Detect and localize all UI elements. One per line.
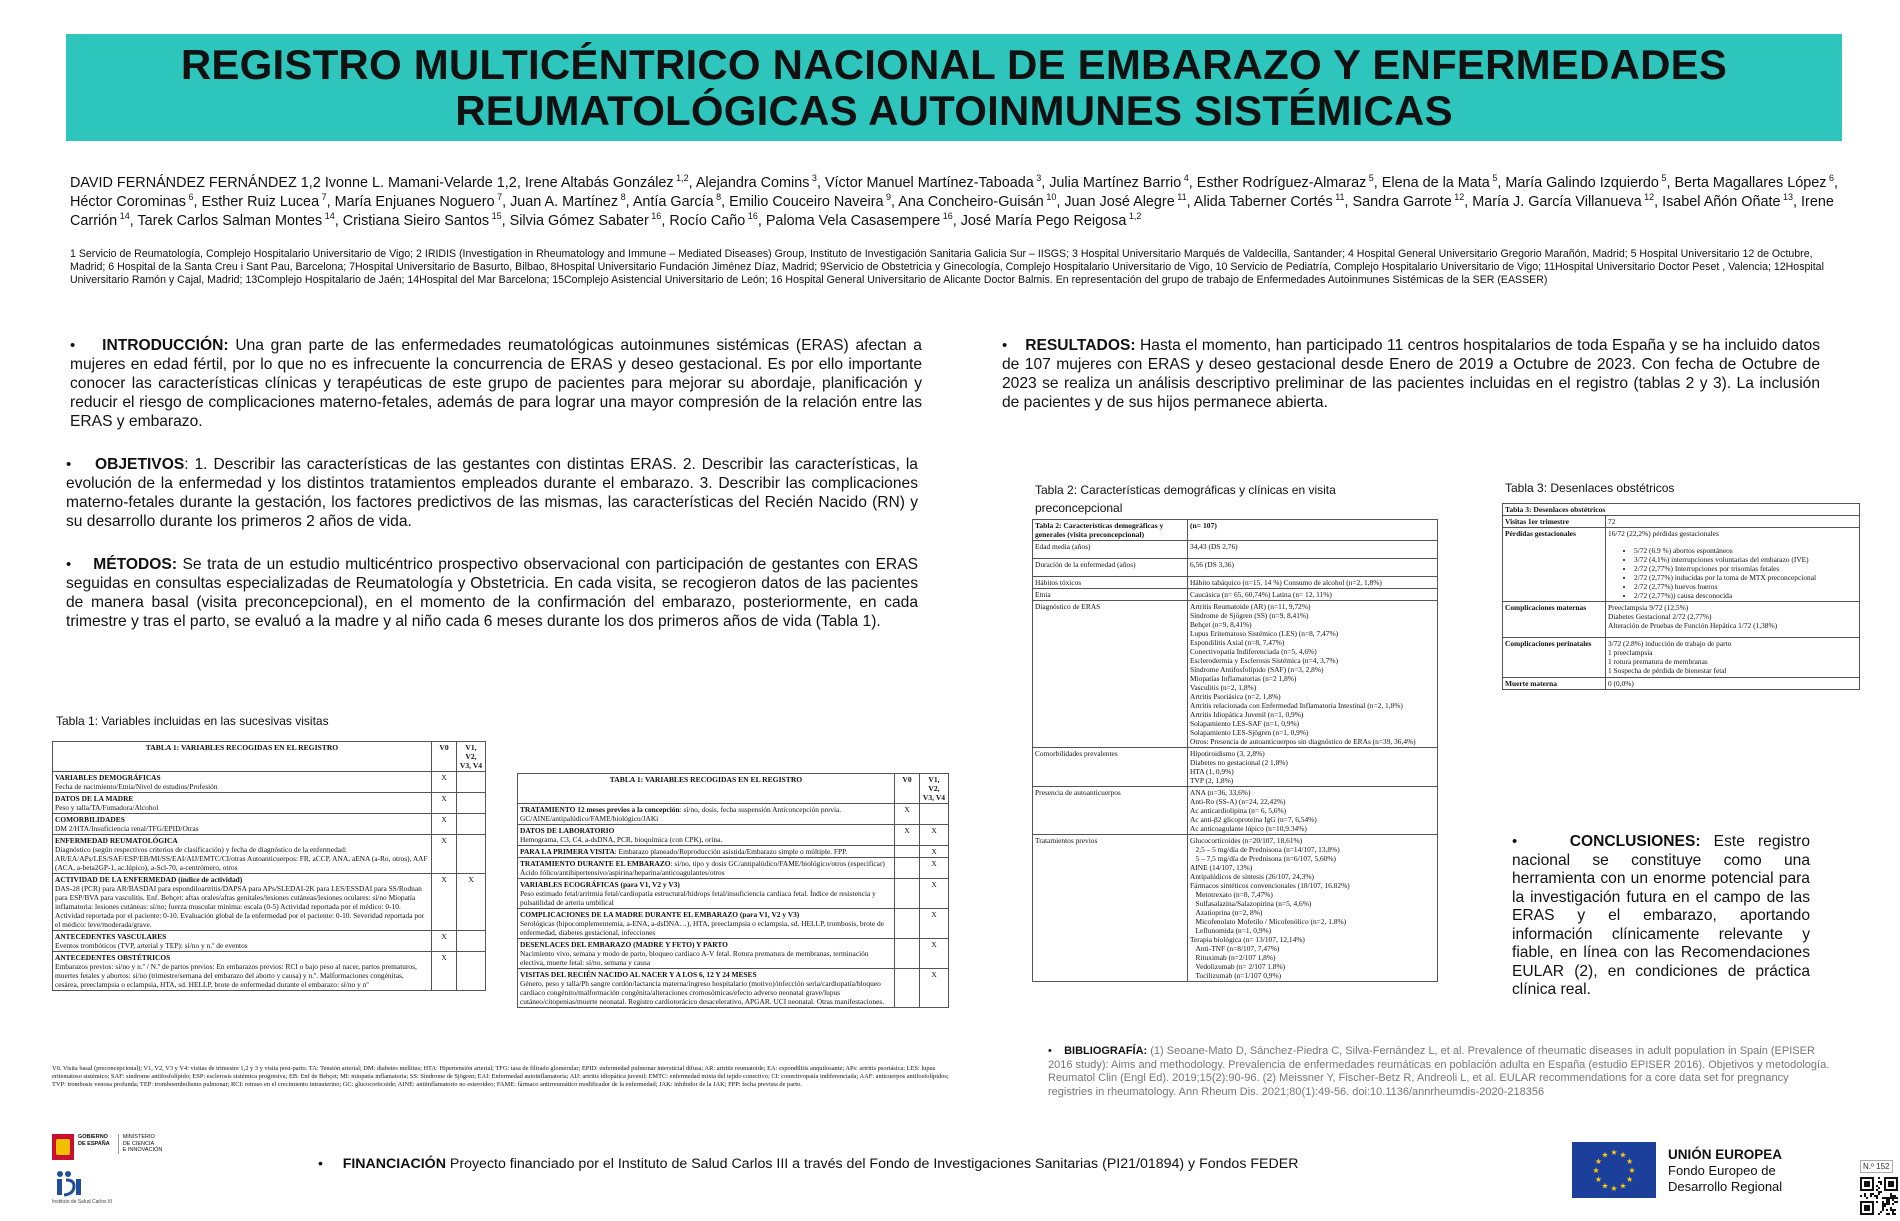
author-affiliation: 4	[1181, 173, 1189, 184]
eu-star-icon: ★	[1594, 1157, 1602, 1166]
author-name: Ivonne L. Mamani-Velarde 1,2	[324, 175, 517, 191]
author-affiliation: 7	[319, 192, 327, 203]
row-body: Fecha de nacimiento/Etnia/Nivel de estudios/Profesión	[55, 782, 218, 791]
eu-star-icon: ★	[1594, 1175, 1602, 1184]
mark-v0: X	[432, 835, 457, 874]
tabla1-col-v0: V0	[895, 774, 920, 804]
author-name: José María Pego Reigosa	[960, 213, 1127, 229]
table-row	[1033, 559, 1438, 577]
tabla1-col-v1: V1, V2, V3, V4	[920, 774, 949, 804]
author-affiliation: 1,2	[673, 173, 689, 184]
tabla3-perdidas-value: 16/72 (22,2%) pérdidas gestacionales	[1608, 529, 1719, 538]
gob-min3: E INNOVACIÓN	[122, 1147, 163, 1153]
mark-v1	[457, 772, 486, 793]
table-row	[53, 835, 486, 874]
tabla3-visitas-label: Visitas 1er trimestre	[1505, 517, 1569, 526]
eu-star-icon: ★	[1626, 1175, 1634, 1184]
author-affiliation: 6	[1826, 173, 1834, 184]
mark-v1: X	[920, 825, 949, 846]
row-value: Hábito tabáquico (n=15, 14 %) Consumo de alcohol (n=2, 1,8%)	[1188, 577, 1438, 589]
table-row	[1033, 787, 1438, 835]
row-head: PARA LA PRIMERA VISITA	[520, 847, 615, 856]
mark-v1	[457, 931, 486, 952]
author-affiliation: 8	[713, 192, 722, 203]
mark-v0: X	[432, 931, 457, 952]
row-label: Comorbilidades prevalentes	[1033, 748, 1188, 787]
bibliografia-label: BIBLIOGRAFÍA:	[1064, 1045, 1148, 1057]
section-introduccion	[70, 336, 922, 431]
affiliations: 1 Servicio de Reumatología, Complejo Hospitalario Universitario de Vigo; 2 IRIDIS (Investigation in Rheumatology and Immune – Mediated Diseases) Group, Instituto de Investigación Sanitaria Galicia Sur – IISGS; 3 Hospital Universitario Marqués de Valdecilla, Santander; 4 Hospital General Universitario Gregorio Marañón, Madrid; 5 Hospital Universitario 12 de Octubre, Madrid; 6 Hospital de la Santa Creu i Sant Pau, Barcelona; 7Hospital Universitario de Basurto, Bilbao, 8Hospital Universitario Fundación Jiménez Díaz, Madrid; 9Servicio de Obstetricia y Ginecología, Complejo Hospitalario Universitario de Vigo, 10 Servicio de Pediatría, Complejo Hospitalario Universitario de Vigo; 11Hospital Universitario Doctor Peset , Valencia; 12Hospital Universitario Ramón y Cajal, Madrid; 13Complejo Hospitalario de Jaén; 14Hospital del Mar Barcelona; 15Complejo Asistencial Universitario de León; 16 Hospital General Universitario de Alicante Doctor Balmis. En representación del grupo de trabajo de Enfermedades Autoinmunes Sistémicas de la SER (EASSER)	[70, 248, 1824, 286]
mark-v1	[457, 793, 486, 814]
table-row	[518, 825, 949, 846]
author-affiliation: 10	[1043, 192, 1057, 203]
table-row	[53, 931, 486, 952]
poster-number: N.º 152	[1860, 1160, 1893, 1173]
table-row	[1033, 601, 1438, 748]
row-body: Eventos trombóticos (TVP, arterial y TEP): sí/no y n.º de eventos	[55, 941, 248, 950]
tabla1-header: TABLA 1: VARIABLES RECOGIDAS EN EL REGISTRO	[518, 774, 895, 804]
mark-v0	[895, 969, 920, 1008]
row-body: Diagnóstico (según respectivos criterios de clasificación) y fecha de diagnóstico de la enfermedad: AR/EA/APs/LES/SAF/ESP/EB/MI/SS/EAI/AIJ/EMTC/CI/otras Autoanticuerpos: FR, aCCP, ANA, aENA (a-Ro, otros), AAF (ACA, a-beta2GP-1, ac.lúpico), a-Scl-70, a-centrómero, otros	[55, 845, 428, 872]
tabla3-visitas-value: 72	[1606, 516, 1860, 528]
objetivos-label: OBJETIVOS	[94, 456, 185, 473]
table-row	[53, 874, 486, 931]
author-name: Víctor Manuel Martínez-Taboada	[824, 175, 1034, 191]
tabla3-perinatales-value: 3/72 (2.8%) inducción de trabajo de parto 1 preeclampsia 1 rotura prematura de membranas 1 Sospecha de pérdida de bienestar fetal	[1606, 638, 1860, 678]
row-head: COMPLICACIONES DE LA MADRE DURANTE EL EMBARAZO (para V1, V2 y V3)	[520, 910, 800, 919]
table-row	[53, 814, 486, 835]
author-name: Paloma Vela Casasempere	[765, 213, 941, 229]
mark-v1: X	[920, 969, 949, 1008]
row-body: Hemograma, C3, C4, a-dsDNA, PCR, bioquímica (con CPK), orina.	[520, 835, 723, 844]
objetivos-text: : 1. Describir las características de las gestantes con distintas ERAS. 2. Describir las características, la evolución de la enfermedad y los distintos tratamientos empleados durante el embarazo. 3. Describir las complicaciones materno-fetales durante la gestación, los factores predictivos de las mismas, las características del Recién Nacido (RN) y su desarrollo durante los primeros 2 años de vida.	[66, 456, 918, 530]
bibliografia-text: (1) Seoane-Mato D, Sánchez-Piedra C, Silva-Fernández L, et al. Prevalence of rheumatic diseases in adult population in Spain (EPISER 2016 study): Aims and methodology. Prevalencia de enfermedades reumáticas en población adulta en España (estudio EPISER 2016). Objetivos y metodología. Reumatol Clin (Engl Ed). 2019;15(2):90-96. (2) Meissner Y, Fischer-Betz R, Andreoli L, et al. EULAR recommendations for a core data set for pregnancy registries in rheumatology. Ann Rheum Dis. 2021;80(1):49-56. doi:10.1136/annrheumdis-2020-218356	[1048, 1045, 1830, 1098]
list-item: • 2/72 (2,77%) huevos hueros	[1634, 582, 1857, 591]
row-head: TRATAMIENTO 12 meses previos a la concepción	[520, 805, 680, 814]
row-label: Tratamientos previos	[1033, 835, 1188, 982]
escudo-icon	[52, 1134, 74, 1160]
section-financiacion	[318, 1156, 1418, 1172]
author-name: Antía García	[632, 194, 714, 210]
author-affiliation: 8	[618, 192, 626, 203]
row-head: VISITAS DEL RECIÉN NACIDO AL NACER Y A LOS 6, 12 Y 24 MESES	[520, 970, 757, 979]
row-head: DESENLACES DEL EMBARAZO (MADRE Y FETO) Y PARTO	[520, 940, 728, 949]
author-affiliation: 1,2	[1126, 211, 1142, 222]
table-row	[518, 846, 949, 858]
tabla2-head-left: Tabla 2: Características demográficas y generales (visita preconcepcional)	[1033, 520, 1188, 541]
list-item: • 2/72 (2,77%) inducidas por la toma de MTX preconcepcional	[1634, 573, 1857, 582]
row-label: Etnia	[1033, 589, 1188, 601]
author-name: Isabel Añón Oñate	[1662, 194, 1781, 210]
tabla3-maternas-label: Complicaciones maternas	[1505, 603, 1587, 612]
author-affiliation: 9	[883, 192, 892, 203]
author-affiliation: 13	[1780, 192, 1794, 203]
author-affiliation: 16	[940, 211, 953, 222]
author-affiliation: 16	[745, 211, 758, 222]
author-name: Esther Ruiz Lucea	[201, 194, 320, 210]
row-body: DM 2/HTA/Insuficiencia renal/TFG/EPID/Otras	[55, 824, 199, 833]
author-name: Julia Martínez Barrio	[1049, 175, 1182, 191]
author-name: Esther Rodríguez-Almaraz	[1196, 175, 1367, 191]
mark-v0	[895, 879, 920, 909]
row-body: Género, peso y talla/Ph sangre cordón/lactancia materna/ingreso hospitalario (motivo)/infección seria/cardiopatía/bloqueo cardiaco congénito/malformación congénita/alteraciones cromosómicas/efecto adverso neonatal grave/lupus cutáneo/citopenias/muerte neonatal. Registro cardiotorácico desacelerativo, APGAR. UCI neonatal. Otras manifestaciones.	[520, 979, 885, 1006]
author-name: Elena de la Mata	[1381, 175, 1490, 191]
tabla2	[1032, 519, 1438, 982]
title-line-2: REUMATOLÓGICAS AUTOINMUNES SISTÉMICAS	[455, 86, 1453, 134]
mark-v0: X	[895, 804, 920, 825]
eu-flag-icon	[1572, 1142, 1656, 1198]
table-row	[1033, 577, 1438, 589]
metodos-label: MÉTODOS:	[93, 556, 178, 573]
row-body: DAS-28 (PCR) para AR/BASDAI para espondiloartritis/DAPSA para APs/SLEDAI-2K para LES/ESSDAI para SS/Rodnan para ESP/BVA para vasculitis. Enf. Behçet: aftas orales/aftas genitales/lesiones cutáneas/lesiones oculares: sí/no Miopatía inflamatoria: lesiones cutáneas: sí/no; fuerza muscular mínima: escala (0-5) Actividad reportada por el médico: 0-10. Actividad reportada por el paciente: 0-10. Evaluación global de la enfermedad por el paciente: 0-10. Severidad reportada por el médico: leve/moderada/grave.	[55, 884, 425, 929]
author-affiliation: 5	[1366, 173, 1374, 184]
eu-star-icon: ★	[1610, 1148, 1618, 1157]
author-list: DAVID FERNÁNDEZ FERNÁNDEZ 1,2 Ivonne L. Mamani-Velarde 1,2, Irene Altabás González $^{1,2}$, Alejandra Comins $^3$, Víctor Manuel Martínez-Taboada $^3$, Julia Martínez Barrio $^4$, Esther Rodríguez-Almaraz $^5$, Elena de la Mata $^5$, María Galindo Izquierdo $^5$, Berta Magallares López $^6$, Héctor Corominas $^6$, Esther Ruiz Lucea $^7$, María Enjuanes Noguero $^7$, Juan A. Martínez $^8$, Antía García $^8$, Emilio Couceiro Naveira $^9$, Ana Concheiro-Guisán $^{10}$, Juan José Alegre $^{11}$, Alida Taberner Cortés $^{11}$, Sandra Garrote $^{12}$, María J. García Villanueva $^{12}$, Isabel Añón Oñate $^{13}$, Irene Carrión $^{14}$, Tarek Carlos Salman Montes $^{14}$, Cristiana Sieiro Santos $^{15}$, Silvia Gómez Sabater $^{16}$, Rocío Caño $^{16}$, Paloma Vela Casasempere $^{16}$, José María Pego Reigosa $^{1,2}$	[70, 173, 1838, 229]
resultados-text: Hasta el momento, han participado 11 centros hospitalarios de toda España y se ha incluido datos de 107 mujeres con ERAS y deseo gestacional desde Enero de 2019 a Octubre de 2023. Con fecha de Octubre de 2023 se realiza un análisis descriptivo preliminar de las pacientes incluidas en el registro (tablas 2 y 3). La inclusión de pacientes y de sus hijos permanece abierta.	[1002, 337, 1820, 411]
mark-v1: X	[920, 879, 949, 909]
eu-star-icon: ★	[1592, 1166, 1600, 1175]
author-name: Alida Taberner Cortés	[1193, 194, 1333, 210]
tabla3	[1502, 503, 1860, 690]
table-row	[1033, 541, 1438, 559]
mark-v0: X	[432, 952, 457, 991]
mark-v1	[457, 814, 486, 835]
row-value: 34,43 (DS 2,76)	[1188, 541, 1438, 559]
tabla3-caption: Tabla 3: Desenlaces obstétricos	[1505, 481, 1675, 495]
row-head: TRATAMIENTO DURANTE EL EMBARAZO	[520, 859, 671, 868]
mark-v1: X	[920, 939, 949, 969]
list-item: • 2/72 (2,77%) Interrupciones por trisomías fetales	[1634, 564, 1857, 573]
table-row	[518, 879, 949, 909]
qr-code-block	[1860, 1156, 1900, 1220]
mark-v0	[895, 858, 920, 879]
tabla1-footnote: V0. Visita basal (preconcepcional); V1, V2, V3 y V4: visitas de trimestre 1,2 y 3 y visita post-parto. TA: Tensión arterial; DM: diabetes mellitus; HTA: Hipertensión arterial; TFG: tasa de filtrado glomerular; EPID: enfermedad pulmonar intersticial difusa; AR: artritis reumatoide; EA: espondilitis anquilosante; APs: artritis psoriásica; LES: lupus eritematoso sistémico; SAF: síndrome antifosfolípido; ESP: esclerosis sistémica progresiva; EB: Enf de Behçet; MI: miopatía inflamatoria; SS: Síndrome de Sjögren; EAI: Enfermedad autoinflamatoria; AIJ: artritis idiopática juvenil; EMTC: enfermedad mixta del tejido conectivo; CI: conectivopatía indiferenciada; AAF: anticuerpos antifosfolípidos; TVP: trombosis venosa profunda; TEP: tromboembolismo pulmonar; RCI: retraso en el crecimiento intrauterino; GC: glucocorticoide; AINE: antiinflamatorio no esteroideo; FAME: fármaco antirreumático modificador de la enfermedad; JAK: inhibidor de la JAK; FPP: fecha prevista de parto.	[52, 1065, 949, 1088]
mark-v0: X	[432, 793, 457, 814]
tabla1-col-v0: V0	[432, 742, 457, 772]
author-affiliation: 5	[1489, 173, 1498, 184]
title-line-1: REGISTRO MULTICÉNTRICO NACIONAL DE EMBARAZO Y ENFERMEDADES	[180, 40, 1728, 88]
row-label: Edad media (años)	[1033, 541, 1188, 559]
isciii-name: Instituto de Salud Carlos III	[52, 1199, 113, 1205]
author-affiliation: 5	[1658, 173, 1667, 184]
mark-v0: X	[432, 772, 457, 793]
gob-line1: GOBIERNO	[78, 1134, 108, 1140]
author-affiliation: 15	[489, 211, 502, 222]
row-label: Presencia de autoanticuerpos	[1033, 787, 1188, 835]
author-name: Berta Magallares López	[1674, 175, 1827, 191]
row-value: Glucocorticoides (n=20/107, 18,61%) 2,5 – 5 mg/día de Prednisona (n=14/107, 13,8%) 5 – 7,5 mg/día de Prednisona (n=6/107, 5,60%) AINE (14/107, 13%) Antipalúdicos de síntesis (26/107, 24,3%) Fármacos sintéticos convencionales (18/107, 16.82%) Metotrexato (n=8, 7,47%) Sulfasalazina/Salazopirina (n=5, 4,6%) Azatioprina (n=2, 8%) Micofenolato Mofetilo / Micofenólico (n=2, 1.8%) Leflunomida (n=1, 0,9%) Terapia biológica (n= 13/107, 12,14%) Anti-TNF (n=8/107, 7,47%) Rituximab (n=2/107 1,8%) Vedolizumab (n= 2/107 1.8%) Tocilizumab (n=1/107 0,9%)	[1188, 835, 1438, 982]
mark-v0	[895, 909, 920, 939]
row-head: ANTECEDENTES OBSTÉTRICOS	[55, 953, 171, 962]
bullet: •	[66, 556, 72, 573]
author-affiliation: 3	[1033, 173, 1042, 184]
author-name: Alejandra Comins	[695, 175, 810, 191]
row-head: VARIABLES ECOGRÁFICAS (para V1, V2 y V3)	[520, 880, 680, 889]
row-body: : sí/no, dosis, fecha suspensión Anticoncepción previa. GC/AINE/antipalúdico/FAME/biológico/JAKi	[520, 805, 842, 823]
bullet: •	[1002, 337, 1008, 354]
author-affiliation: 14	[117, 211, 130, 222]
mark-v0: X	[432, 874, 457, 931]
author-name: Juan José Alegre	[1064, 194, 1175, 210]
conclusiones-label: CONCLUSIONES:	[1569, 833, 1701, 850]
table-row	[1033, 748, 1438, 787]
isciii-logo-icon	[52, 1166, 86, 1198]
conclusiones-text: Este registro nacional se constituye como una herramienta con un enorme potencial para la investigación futura en el campo de las ERAS y el embarazo, aportando información clínicamente relevante y fiable, en línea con las Recomendaciones EULAR (2), en condiciones de práctica clínica real.	[1512, 833, 1810, 998]
row-value: Artritis Reumatoide (AR) (n=11, 9,72%) Síndrome de Sjögren (SS) (n=9, 8,41%) Behçet (n=9, 8,41%) Lupus Eritematoso Sistémico (LES) (n=8, 7,47%) Espondilitis Axial (n=8, 7,47%) Conectivopatía Indiferenciada (n=5, 4,6%) Esclerodermia y Esclerosis Sistémica (n=4, 3,7%) Síndrome Antifosfolípido (SAF) (n=3, 2,8%) Miopatías Inflamatorias (n=2 1,8%) Vasculitis (n=2, 1,8%) Artritis Psoriásica (n=2, 1,8%) Artritis relacionada con Enfermedad Inflamatoria Intestinal (n=2, 1,8%) Artritis Idiopática Juvenil (n=1, 0,9%) Solapamiento LES-SAF (n=1, 0,9%) Solapamiento LES-Sjögren (n=1, 0,9%) Otros: Presencia de autoanticuerpos sin diagnóstico de ERAs (n=39, 36,4%)	[1188, 601, 1438, 748]
author-name: DAVID FERNÁNDEZ FERNÁNDEZ 1,2	[70, 175, 321, 191]
tabla1-right	[517, 773, 949, 1008]
section-metodos	[66, 555, 918, 631]
section-objetivos	[66, 455, 918, 531]
section-bibliografia	[1048, 1045, 1830, 1099]
row-head: ACTIVIDAD DE LA ENFERMEDAD (índice de actividad)	[55, 875, 243, 884]
row-label: Duración de la enfermedad (años)	[1033, 559, 1188, 577]
tabla3-head: Tabla 3: Desenlaces obstétricos	[1503, 504, 1860, 516]
mark-v0: X	[432, 814, 457, 835]
tabla2-head-right: (n= 107)	[1188, 520, 1438, 541]
tabla1-left	[52, 741, 486, 991]
tabla3-muerte-label: Muerte materna	[1505, 679, 1557, 688]
tabla1-caption: Tabla 1: Variables incluidas en las sucesivas visitas	[56, 714, 329, 728]
bullet: •	[70, 337, 76, 354]
author-affiliation: 6	[185, 192, 194, 203]
author-name: Ana Concheiro-Guisán	[898, 194, 1044, 210]
table-row	[518, 939, 949, 969]
author-name: Héctor Corominas	[70, 194, 186, 210]
row-head: DATOS DE LA MADRE	[55, 794, 134, 803]
bullet: •	[1048, 1045, 1052, 1057]
title-banner	[66, 34, 1842, 141]
logo-gobierno-isciii	[52, 1134, 170, 1214]
row-head: DATOS DE LABORATORIO	[520, 826, 615, 835]
table-row	[53, 952, 486, 991]
author-affiliation: 14	[322, 211, 335, 222]
financiacion-label: FINANCIACIÓN	[342, 1156, 446, 1172]
financiacion-text: Proyecto financiado por el Instituto de Salud Carlos III a través del Fondo de Investigaciones Sanitarias (PI21/01894) y Fondos FEDER	[445, 1156, 1299, 1172]
qr-code-icon[interactable]	[1860, 1177, 1898, 1215]
mark-v1	[457, 835, 486, 874]
table-row	[518, 858, 949, 879]
tabla3-muerte-value: 0 (0,0%)	[1606, 678, 1860, 690]
eu-star-icon: ★	[1619, 1181, 1627, 1191]
row-body: Peso y talla/TA/Fumadora/Alcohol	[55, 803, 159, 812]
table-row	[53, 793, 486, 814]
intro-label: INTRODUCCIÓN:	[102, 337, 229, 354]
author-affiliation: 16	[648, 211, 662, 222]
gob-min1: MINISTERIO	[122, 1134, 155, 1140]
row-value: Hipotiroidismo (3, 2,8%) Diabetes no gestacional (2 1,8%) HTA (1, 0,9%) TVP (2, 1,8%)	[1188, 748, 1438, 787]
list-item: • 2/72 (2,77%)) causa desconocida	[1634, 591, 1857, 600]
mark-v1	[457, 952, 486, 991]
mark-v1: X	[457, 874, 486, 931]
author-affiliation: 3	[809, 173, 817, 184]
metodos-text: Se trata de un estudio multicéntrico prospectivo observacional con participación de gestantes con ERAS seguidas en consultas especializadas de Reumatología y Obstetricia. En cada visita, se recogieron datos de las pacientes de manera basal (visita preconcepcional), en el momento de la confirmación del embarazo, posteriormente, en cada trimestre y tras el parto, se evaluó a la madre y al niño cada 6 meses durante los dos primeros años de vida (Tabla 1).	[66, 556, 918, 630]
bullet: •	[66, 456, 72, 473]
mark-v0	[895, 846, 920, 858]
row-value: Caucásica (n= 65, 60,74%) Latina (n= 12, 11%)	[1188, 589, 1438, 601]
author-name: Irene Carrión	[70, 194, 1834, 229]
table-row	[53, 772, 486, 793]
eu-star-icon: ★	[1619, 1150, 1627, 1160]
author-name: Rocío Caño	[669, 213, 746, 229]
tabla1-col-v1: V1, V2, V3, V4	[457, 742, 486, 772]
row-value: 6,56 (DS 3,36)	[1188, 559, 1438, 577]
tabla2-caption: Tabla 2: Características demográficas y clínicas en visita preconcepcional	[1035, 483, 1336, 515]
mark-v1	[920, 804, 949, 825]
row-body: Peso estimado fetal/arritmia fetal/cardiopatía estructural/hidrops fetal/insuficiencia cardiaca fetal. Índice de resistencia y pulsatilidad de arteria umbilical	[520, 889, 876, 907]
author-name: Irene Altabás González	[524, 175, 674, 191]
tabla3-perdidas-label: Pérdidas gestacionales	[1505, 529, 1576, 538]
row-body: Nacimiento vivo, semana y modo de parto, bloqueo cardiaco A-V fetal. Rotura prematura de membranas, terminación electiva, muerte fetal: sí/no, semana y causa	[520, 949, 869, 967]
list-item: • 3/72 (4,1%) interrupciones voluntarias del embarazo (IVE)	[1634, 555, 1857, 564]
author-name: Cristiana Sieiro Santos	[342, 213, 490, 229]
row-head: VARIABLES DEMOGRÁFICAS	[55, 773, 161, 782]
tabla1-header: TABLA 1: VARIABLES RECOGIDAS EN EL REGISTRO	[53, 742, 432, 772]
row-body: Serológicas (hipocomplementemia, a-ENA, a-dsDNA…), HTA, preeclampsia o eclampsia, sd. HELLP, trombosis, brote de enfermedad, diabetes gestacional, infecciones	[520, 919, 884, 937]
intro-text: Una gran parte de las enfermedades reumatológicas autoinmunes sistémicas (ERAS) afectan a mujeres en edad fértil, por lo que no es infrecuente la concurrencia de ERAS y deseo gestacional. Es por ello importante conocer las características clínicas y terapéuticas de este grupo de pacientes para mejorar su abordaje, planificación y reducir el riesgo de complicaciones materno-fetales, además de para lograr una mayor compresión de la relación entre las ERAS y embarazo.	[70, 337, 922, 430]
eu-star-icon: ★	[1628, 1166, 1636, 1175]
logo-union-europea	[1572, 1138, 1796, 1202]
author-affiliation: 11	[1174, 192, 1187, 203]
author-name: María J. García Villanueva	[1472, 194, 1642, 210]
table-row	[518, 909, 949, 939]
row-head: COMORBILIDADES	[55, 815, 125, 824]
table-row	[518, 969, 949, 1008]
row-value: ANA (n=36, 33,6%) Anti-Ro (SS-A) (n=24, 22,42%) Ac anticardiolipina (n= 6, 5,6%) Ac anti-β2 glicoproteína IgG (n=7, 6,54%) Ac anticoagulante lúpico (n=10,9.34%)	[1188, 787, 1438, 835]
gob-line2: DE ESPAÑA	[78, 1140, 110, 1147]
tabla3-perinatales-label: Complicaciones perinatales	[1505, 639, 1592, 648]
mark-v1: X	[920, 846, 949, 858]
row-head: ANTECEDENTES VASCULARES	[55, 932, 167, 941]
eu-star-icon: ★	[1610, 1184, 1618, 1193]
author-name: María Enjuanes Noguero	[334, 194, 495, 210]
eu-star-icon: ★	[1626, 1157, 1634, 1166]
author-name: María Galindo Izquierdo	[1505, 175, 1659, 191]
author-affiliation: 7	[494, 192, 503, 203]
mark-v0	[895, 939, 920, 969]
row-label: Diagnóstico de ERAS	[1033, 601, 1188, 748]
table-row	[518, 804, 949, 825]
mark-v1: X	[920, 909, 949, 939]
author-name: Sandra Garrote	[1352, 194, 1452, 210]
resultados-label: RESULTADOS:	[1025, 337, 1136, 354]
table-row	[1033, 589, 1438, 601]
author-affiliation: 11	[1332, 192, 1345, 203]
author-name: Juan A. Martínez	[510, 194, 619, 210]
row-head: ENFERMEDAD REUMATOLÓGICA	[55, 836, 178, 845]
table-row	[1033, 835, 1438, 982]
gob-min2: DE CIENCIA	[122, 1140, 155, 1147]
author-name: Silvia Gómez Sabater	[509, 213, 649, 229]
ue-title: UNIÓN EUROPEA	[1668, 1146, 1783, 1162]
eu-star-icon: ★	[1601, 1181, 1609, 1191]
mark-v0: X	[895, 825, 920, 846]
row-body: : sí/no, tipo y dosis GC/antipalúdico/FAME/biológico/otros (especificar) Ácido fólico/antihipertensivo/aspirina/heparina/anticoagulantes/otros	[520, 859, 885, 877]
tabla3-maternas-value: Preeclampsia 9/72 (12,5%) Diabetes Gestacional 2/72 (2,77%) Alteración de Pruebas de Función Hepática 1/72 (1,38%)	[1606, 602, 1860, 638]
author-affiliation: 12	[1451, 192, 1465, 203]
list-item: • 5/72 (6.9 %) abortos espontáneos	[1634, 546, 1857, 555]
row-body: : Embarazo planeado/Reproducción asistida/Embarazo simple o múltiple. FPP.	[614, 847, 848, 856]
ue-line2: Desarrollo Regional	[1668, 1178, 1783, 1194]
section-conclusiones	[1512, 833, 1810, 1000]
bullet: •	[318, 1156, 323, 1172]
ue-line1: Fondo Europeo de	[1668, 1162, 1776, 1178]
bullet: •	[1512, 833, 1518, 850]
author-name: Emilio Couceiro Naveira	[729, 194, 884, 210]
author-name: Tarek Carlos Salman Montes	[137, 213, 323, 229]
mark-v1: X	[920, 858, 949, 879]
row-body: Embarazos previos: sí/no y n.º / N.º de partos previos: En embarazos previos: RCI o bajo peso al nacer, partos prematuros, muertes fetales y abortos: sí/no (trimestre/semana del embarazo del aborto y causa) y n.º. Malformaciones congénitas, cesárea, preeclampsia o eclampsia, HTA, sd. HELLP, brote de enfermedad durante el embarazo: sí/no y nº	[55, 962, 417, 989]
section-resultados	[1002, 336, 1820, 412]
eu-star-icon: ★	[1601, 1150, 1609, 1160]
author-affiliation: 12	[1641, 192, 1655, 203]
row-label: Hábitos tóxicos	[1033, 577, 1188, 589]
